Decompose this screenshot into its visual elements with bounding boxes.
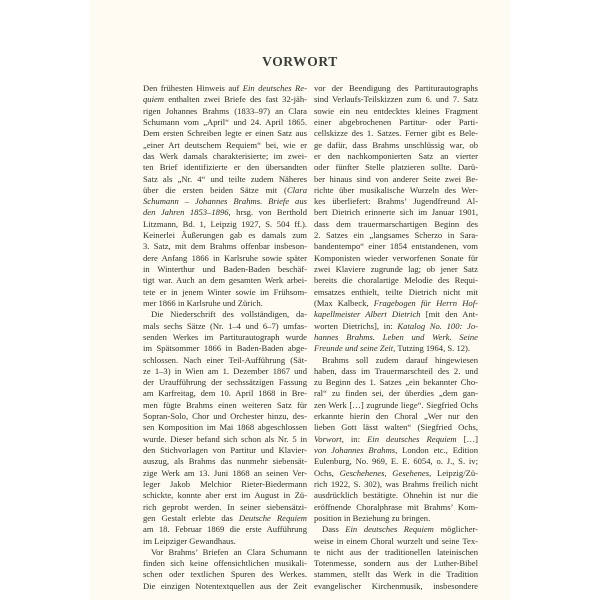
line-text: tete er in jenem Winter sowie im Frühsom- [143,286,307,297]
line-text: , in: [341,433,368,444]
text-line [143,321,307,332]
line-text: Brahms soll zudem darauf hingewiesen [322,354,478,365]
text-line [143,230,307,241]
text-line [314,490,478,501]
line-text: ausdrücklich bestätigte. Ohnehin ist nur die [314,490,478,501]
text-line [143,332,307,343]
line-text: er den nachkomponierten Satz an vierter [314,150,478,161]
line-text: dass dem trauermarschartigen Beginn des [314,218,478,229]
text-line [143,275,307,286]
line-text: eröffnende Choralphrase mit Brahms’ Kom- [314,501,478,512]
line-text: vor der Beendigung des Partiturautographs [314,83,478,93]
text-line [314,117,478,128]
document-page [90,0,510,600]
text-line [143,241,307,252]
line-text: am Karfreitag, dem 10. April 1868 in Bre- [143,388,307,399]
text-line [314,253,478,264]
text-line [314,196,478,207]
text-line [314,128,478,139]
line-text: zu Beginn des 1. Satzes „ein bekannter Cho- [314,377,478,388]
line-text: Dem ersten Schreiben legte er einen Satz aus [143,128,307,139]
line-text: tigt war. Auch an dem gesamten Werk arbei- [143,275,307,286]
italic-citation: Ein deutsches Requiem [367,433,457,444]
text-line [143,456,307,467]
text-line [143,207,307,218]
line-text: lieben Gott lässt walten“ (Siegfried Ochs, [314,422,478,433]
text-line [314,581,478,592]
italic-citation: Schumann – Johannes Brahms. Briefe aus [143,196,307,207]
line-text: der Uraufführung der sechssätzigen Fassung [143,377,307,388]
text-line [143,298,307,309]
line-text: 3. Satz, mit dem Brahms offenbar insbeson- [143,241,307,252]
text-line [143,253,307,264]
italic-citation: Clara [286,184,307,195]
line-text: […] [456,433,478,444]
line-text: einer abgebrochenen Partitur- oder Parti- [314,116,478,127]
text-line [314,162,478,173]
line-text: im Leipziger Gewandhaus. [143,535,236,546]
line-text: [mit den Ant- [420,309,478,320]
line-text: richte über musikalische Wurzeln des Wer- [314,184,478,195]
line-text: Satz als „Nr. 4“ und teilte zudem Näheres [143,173,307,184]
text-line [143,513,307,524]
text-line [314,83,478,94]
text-line [314,207,478,218]
line-text: men fügte Brahms einen weiteren Satz für [143,399,307,410]
line-text: Vor Brahms’ Briefen an Clara Schumann [151,546,307,557]
text-line [314,355,478,366]
line-text: Keinerlei Äußerungen gab es damals zum [143,230,307,241]
text-line [314,106,478,117]
text-line [314,298,478,309]
line-text: 2. Satzes ein „langsames Scherzo in Sara- [314,230,478,241]
italic-citation: Freunde und seine Zeit [314,343,394,354]
italic-citation: von Johannes Brahms [314,445,396,455]
line-text: ral“ zu finden sei, der überdies „dem gan- [314,388,478,399]
text-line [143,377,307,388]
italic-citation: Geschehenes, Gesehenes [339,467,430,478]
text-line [314,140,478,151]
line-text: mals sechs Sätze (Nr. 1–4 und 6–7) umfas- [143,320,307,331]
text-line [314,377,478,388]
line-text: Die Niederschrift des vollständigen, da- [151,309,307,320]
text-line [314,287,478,298]
line-text: kes überliefert: Brahms’ Jugendfreund Al- [314,196,478,207]
text-line [143,117,307,128]
text-line [143,355,307,366]
text-line [314,321,478,332]
text-line [143,162,307,173]
line-text: möglicher- [433,524,478,535]
text-line [143,479,307,490]
text-line [314,479,478,490]
line-text: enthalten zwei Briefe des fast 32-jäh- [164,94,307,105]
line-text: am 18. Februar 1869 die erste Aufführung [143,524,307,535]
text-line [143,434,307,445]
italic-citation: Ein deutsches Requiem [345,524,434,535]
text-line [314,411,478,422]
text-line [314,219,478,230]
text-line [143,83,307,94]
text-line [314,558,478,569]
line-text: Den frühesten Hinweis auf [143,83,243,93]
text-line [143,174,307,185]
text-line [314,422,478,433]
line-text: stammen, stellt das Werk in die Tradition [314,569,478,580]
text-line [314,547,478,558]
text-line [314,185,478,196]
line-text: Litzmann, Bd. 1, Leipzig 1927, S. 504 ff.). [143,218,307,229]
italic-citation: den Jahren 1853–1896 [143,207,229,218]
line-text: finden sich keine offensichtlichen musikali- [143,558,307,569]
line-text: bereits die choralartige Melodie des Requi- [314,275,478,286]
text-line [143,196,307,207]
text-line [314,536,478,547]
text-line [143,264,307,275]
italic-citation: quiem [143,94,165,105]
line-text: auszug, als Brahms das nunmehr siebensät- [143,456,307,467]
text-line [314,366,478,377]
line-text: in Winterthur und Baden-Baden beschäf- [143,264,307,274]
line-text: sen Komposition im Mai 1868 abgeschlossen [143,422,307,433]
text-line [143,309,307,320]
line-text: , London etc., Edition [395,445,478,455]
italic-citation: Katalog No. 100: Jo- [397,320,478,331]
right-text-column [314,83,478,592]
line-text: schen oder textlichen Spuren des Werkes. [143,569,307,580]
text-line [143,185,307,196]
line-text: Totenmesse, sondern aus der Luther-Bibel [314,558,478,569]
line-text: zige Werk am 13. Juni 1868 an seinen Ver- [143,467,307,478]
italic-citation: kapellmeister Albert Dietrich [314,309,421,320]
line-text: schlossen. Nach einer Teil-Aufführung (Sät- [143,354,307,365]
line-text: „einer Art deutschem Requiem“ bei, wie er [143,139,307,150]
line-text: sowie ein neu entdecktes kleines Fragment [314,105,478,116]
text-line [314,94,478,105]
line-text: Eulenburg, No. 969, E. E. 6054, o. J., S. iv; [314,456,478,467]
italic-citation: hannes Brahms. Leben und Werk. Seine [314,331,478,342]
line-text: zen Werk […] zugrunde liege“. Siegfried Ochs [314,399,478,410]
line-text: Sopran-Solo, Chor und Orchester hinzu, des- [143,411,307,422]
text-line [143,287,307,298]
line-text: , Tutzing 1964, S. 12). [393,343,471,354]
text-line [314,151,478,162]
line-text: Komponisten wieder verworfenen Sonate für [314,252,478,263]
text-line [314,264,478,275]
line-text: sind Verlaufs-Teilskizzen zum 6. und 7. Satz [314,94,478,105]
line-text: erkannte hierin den Choral „Wer nur den [314,411,478,422]
text-line [143,569,307,580]
text-line [314,343,478,354]
line-text: über die ersten beiden Sätze mit ( [143,184,287,195]
line-text: ge dafür, dass Brahms unschlüssig war, ob [314,139,478,150]
text-line [314,569,478,580]
line-text: emsatzes enthielt, teilte Dietrich nicht mit [314,286,478,297]
text-line [143,445,307,456]
line-text: rigen Johannes Brahms (1833–97) an Clara [143,105,307,116]
line-text: dere Anfang 1866 in Karlsruhe sowie später [143,252,307,263]
text-line [143,490,307,501]
line-text: mer 1866 in Karlsruhe und Zürich. [143,297,263,308]
line-text: , Leipzig/Zü- [429,467,478,478]
italic-citation: Vorwort [314,433,342,444]
line-text: (Max Kalbeck, [314,297,374,308]
text-line [314,468,478,479]
text-line [314,434,478,445]
line-text: wurde. Dieser befand sich schon als Nr. 5 in [143,433,307,444]
line-text: schickte, konnte aber erst im August in Zü- [143,490,307,501]
line-text: im Spätsommer 1866 in Baden-Baden abge- [143,343,307,354]
line-text: Die einzigen Notentextquellen aus der Zeit [143,580,307,591]
line-text: haben, dass im Trauermarschteil des 2. und [314,365,478,376]
text-line [314,456,478,467]
text-line [314,275,478,286]
text-line [143,468,307,479]
line-text: bandentempo“ einer 1854 entstandenen, vom [314,241,478,252]
italic-citation: Deutsche Requiem [238,512,307,523]
page-title: VORWORT [262,54,338,69]
line-text: bert Dietrich erinnerte sich im Januar 1901, [314,207,478,218]
text-line [143,388,307,399]
text-line [143,536,307,547]
line-text: , hrsg. von Berthold [228,207,307,218]
line-text: das Werk damals charakterisierte; im zwei- [143,150,307,161]
text-line [314,174,478,185]
text-line [314,309,478,320]
line-text: te nicht aus der traditionellen lateinischen [314,546,478,557]
text-line [143,343,307,354]
line-text: zwei Klaviere zugrunde lag; ob jener Satz [314,264,478,274]
text-line [314,445,478,456]
line-text: cellskizze des 1. Satzes. Ferner gibt es Bele- [314,128,478,139]
text-line [143,502,307,513]
line-text: weise in einem Choral wurzelt und seine Tex- [314,535,478,546]
italic-citation: Ein deutsches Re- [242,83,307,93]
text-line [143,524,307,535]
line-text: Ochs, [314,467,340,478]
line-text: ze 1–3) in Wien am 1. Dezember 1867 und [143,365,307,376]
text-line [143,411,307,422]
text-line [314,388,478,399]
line-text: rich geprobt werden. In seiner siebensätzi- [143,501,307,512]
text-line [314,241,478,252]
text-line [143,106,307,117]
line-text: rich 1922, S. 302), was Brahms freilich nicht [314,478,478,489]
text-line [314,230,478,241]
text-line [143,140,307,151]
line-text: Schumann vom „April“ und 24. April 1865. [143,116,307,127]
line-text: ten Brief identifizierte er den übersandten [143,162,307,173]
text-line [143,94,307,105]
line-text: ber hinaus sind von anderer Seite zwei Be- [314,173,478,184]
text-line [314,400,478,411]
text-line [143,128,307,139]
text-line [143,581,307,592]
line-text: den Stichvorlagen von Partitur und Klavier- [143,445,307,455]
line-text: Dass [322,524,346,535]
text-line [143,151,307,162]
text-line [314,502,478,513]
line-text: senden Werkes im Partiturautograph wurde [143,331,307,342]
text-line [143,422,307,433]
text-line [143,219,307,230]
line-text: leger Jakob Melchior Rieter-Biedermann [143,478,307,489]
italic-citation: Fragebogen für Herrn Hof- [373,297,478,308]
text-line [143,400,307,411]
text-line [314,332,478,343]
line-text: gen Gestalt erlebte das [143,512,239,523]
text-line [143,558,307,569]
text-line [143,366,307,377]
text-line [314,513,478,524]
text-line [143,547,307,558]
line-text: evangelischer Kirchenmusik, insbesondere [314,580,478,591]
line-text: worten Dietrichs], in: [314,320,398,331]
left-text-column [143,83,307,592]
text-line [314,524,478,535]
line-text: position in Beziehung zu bringen. [314,512,431,523]
line-text: oder fünfter Stelle platzieren sollte. Darü- [314,162,478,173]
